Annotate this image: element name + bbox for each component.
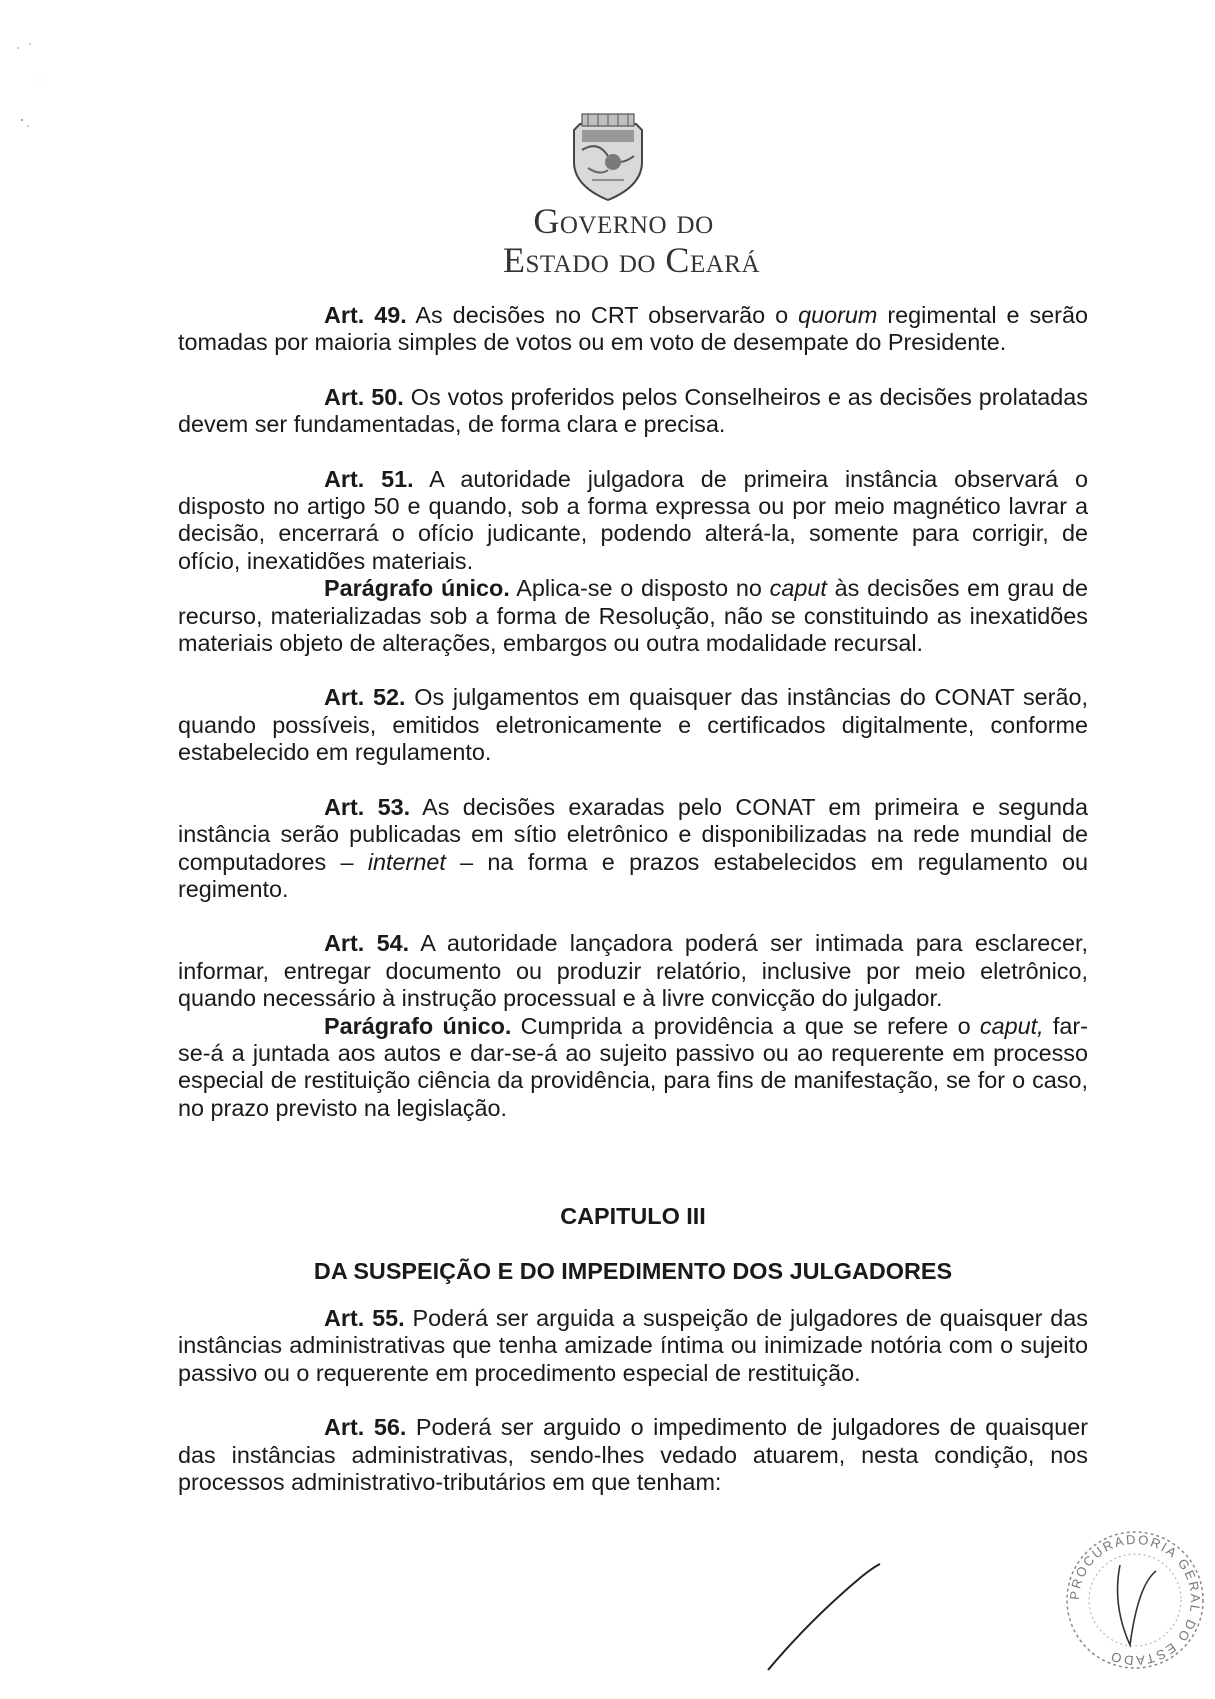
page-header [0,110,1215,280]
article-label: Art. 50. [324,383,404,410]
government-name-line1: Governo do [533,201,714,241]
chapter-number: CAPITULO III [560,1203,706,1230]
paragraph-text: Aplica-se o disposto no [509,575,770,602]
article-52 [178,684,1088,766]
article-text: A autoridade lançadora poderá ser intimada para esclarecer, informar, entregar documento ou produzir relatório, inclusive por meio eletrônico, quando necessário à instrução processual e à livre convicção do julgador. [178,930,1088,1012]
paragraph-italic: caput [769,575,827,602]
article-text-cont: regimental e serão tomadas por maioria simples de votos ou em voto de desempate do Presidente. [178,302,1088,356]
article-56 [178,1414,1088,1496]
article-text: As decisões no CRT observarão o [406,302,799,328]
article-label: Art. 53. [324,793,411,820]
article-label: Art. 54. [324,930,410,957]
stamp-seal-icon [1060,1525,1210,1675]
article-label: Art. 51. [324,465,414,492]
paragraph-text-cont: às decisões em grau de recurso, materializadas sob a forma de Resolução, não se constituindo as inexatidões materiais objeto de alterações, embargos ou outra modalidade recursal. [178,575,1088,657]
article-text: A autoridade julgadora de primeira instância observará o disposto no artigo 50 e quando, sob a forma expressa ou por meio magnético lavrar a decisão, encerrará o ofício judicante, podendo alterá-la, somente para corrigir, de ofício, inexatidões materiais. [178,465,1088,574]
article-italic: quorum [798,302,878,328]
article-text: Poderá ser arguido o impedimento de julgadores de quaisquer das instâncias administrativas, sendo-lhes vedado atuarem, nesta condição, nos processos administrativo-tributários em que tenham: [178,1414,1088,1495]
article-text: As decisões exaradas pelo CONAT em primeira e segunda instância serão publicadas em sítio eletrônico e disponibilizadas na rede mundial de computadores – [178,793,1088,875]
article-55 [178,1305,1088,1387]
article-51 [178,466,1088,576]
article-label: Art. 56. [324,1414,407,1441]
article-text: Os julgamentos em quaisquer das instâncias do CONAT serão, quando possíveis, emitidos eletronicamente e certificados digitalmente, conforme estabelecido em regulamento. [178,684,1088,766]
article-text: Os votos proferidos pelos Conselheiros e as decisões prolatadas devem ser fundamentadas, de forma clara e precisa. [178,383,1088,438]
article-label: Art. 49. [324,302,407,328]
article-51-paragraph [178,575,1088,657]
article-53 [178,794,1088,904]
article-label: Art. 52. [324,684,406,711]
svg-text:PROCURADORIA GERAL DO ESTADO [1067,1532,1203,1668]
article-54-paragraph [178,1013,1088,1123]
state-coat-of-arms-icon [558,110,658,202]
article-54 [178,930,1088,1012]
paragraph-text-cont: far-se-á a juntada aos autos e dar-se-á ao sujeito passivo ou ao requerente em processo especial de restituição ciência da providência, para fins de manifestação, se for o caso, no prazo previsto na legislação. [178,1012,1088,1121]
article-label: Art. 55. [324,1304,405,1331]
handwritten-signature [760,1560,920,1680]
chapter-title: DA SUSPEIÇÃO E DO IMPEDIMENTO DOS JULGADORES [313,1257,953,1284]
paragraph-label: Parágrafo único. [324,1012,512,1039]
article-text-cont: – na forma e prazos estabelecidos em regulamento ou regimento. [178,848,1089,902]
government-name-line2: Estado do Ceará [503,239,760,280]
document-body [178,302,1088,1496]
article-text: Poderá ser arguida a suspeição de julgadores de quaisquer das instâncias administrativas que tenha amizade íntima ou inimizade notória com o sujeito passivo ou o requerente em procedimento especial de restituição. [178,1304,1088,1386]
paragraph-text: Cumprida a providência a que se refere o [511,1012,980,1039]
paragraph-italic: caput, [979,1012,1044,1039]
article-italic: internet [367,848,446,875]
article-49 [178,302,1088,357]
paragraph-label: Parágrafo único. [324,575,510,602]
article-50 [178,384,1088,439]
stamp-text: PROCURADORIA GERAL DO ESTADO [1066,1531,1204,1669]
